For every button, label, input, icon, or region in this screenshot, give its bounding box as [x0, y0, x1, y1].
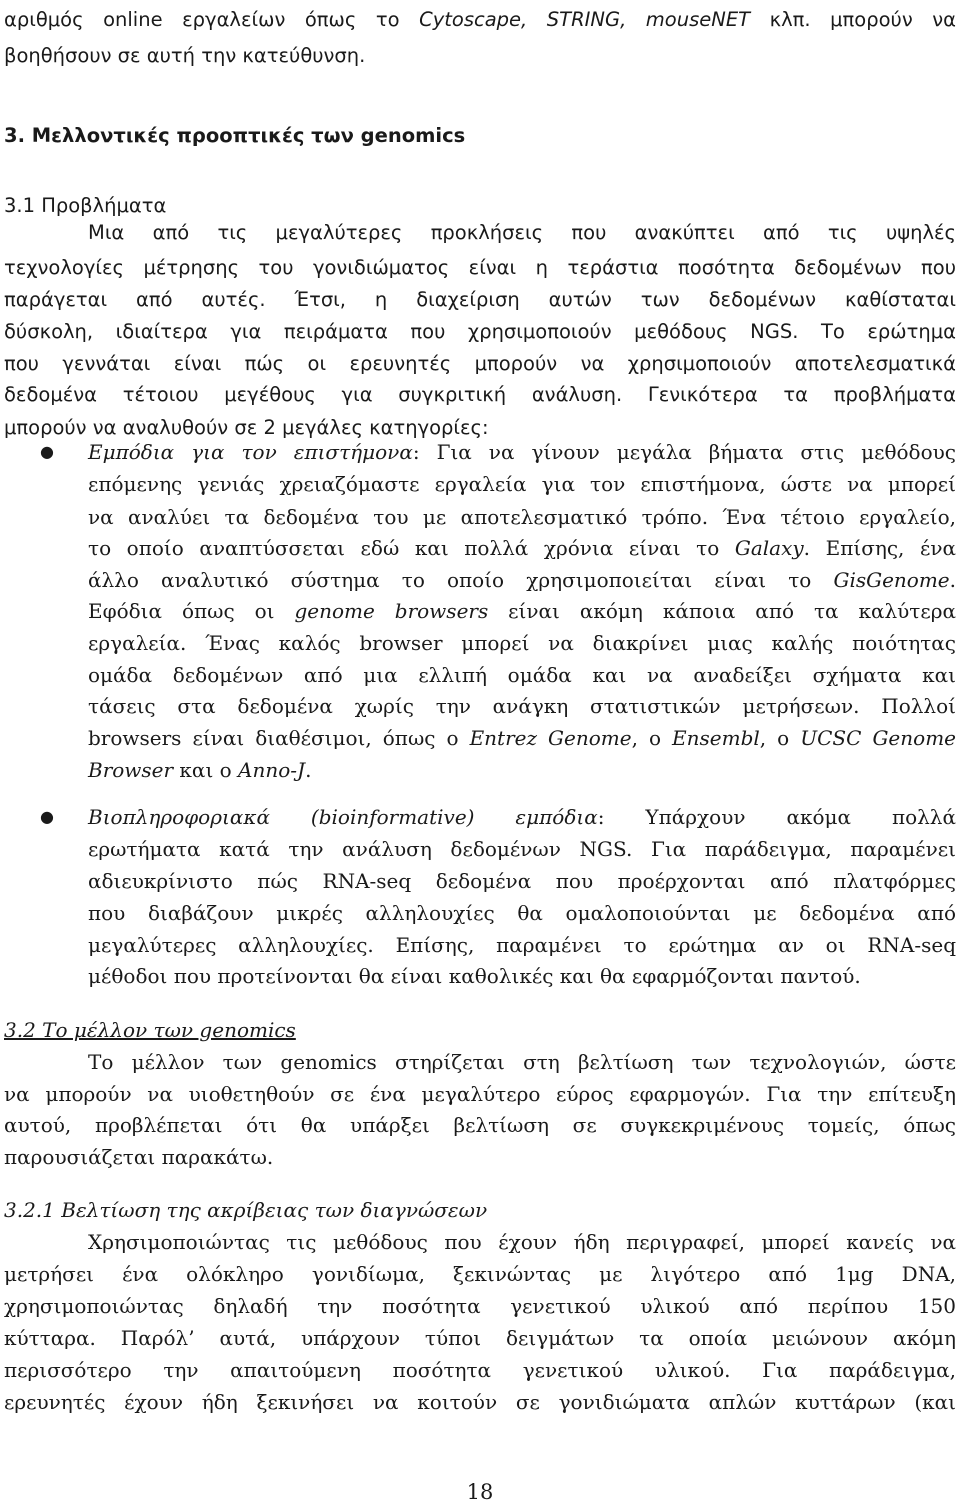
intro-line-1: αριθμός online εργαλείων όπως το Cytoscape, STRING, mouseNET κλπ. μπορούν να: [4, 8, 957, 31]
paragraph-line: Το μέλλον των genomics στηρίζεται στη βελτίωση των τεχνολογιών, ώστε: [88, 1050, 956, 1074]
bullet-line: αδιευκρίνιστο πώς RNA-seq δεδομένα που προέρχονται από πλατφόρμες: [88, 869, 956, 893]
paragraph-line: που γεννάται είναι πώς οι ερευνητές μπορούν να χρησιμοποιούν αποτελεσματικά: [4, 352, 956, 375]
bullet-item-scientist: ● Εμπόδια για τον επιστήμονα: Για να γίνουν μεγάλα βήματα στις μεθόδους: [4, 434, 956, 470]
section-3-1-heading: 3.1 Προβλήματα: [4, 194, 167, 217]
bullet-icon: ●: [40, 807, 54, 826]
bullet-line: Εφόδια όπως οι genome browsers είναι ακόμη κάποια από τα καλύτερα: [88, 599, 956, 623]
bullet-line: browsers είναι διαθέσιμοι, όπως ο Entrez Genome, ο Ensembl, ο UCSC Genome: [88, 726, 956, 750]
paragraph-line: μετρήσει ένα ολόκληρο γονιδίωμα, ξεκινώντας με λιγότερο από 1μg DNA,: [4, 1262, 956, 1286]
bullet-line: μεγαλύτερες αλληλουχίες. Επίσης, παραμένει το ερώτημα αν οι RNA-seq: [88, 933, 956, 957]
section-3-2-1-heading: 3.2.1 Βελτίωση της ακρίβειας των διαγνώσεων: [4, 1198, 488, 1222]
paragraph-line: κύτταρα. Παρόλ’ αυτά, υπάρχουν τύποι δειγμάτων τα οποία μειώνουν ακόμη: [4, 1326, 956, 1350]
bullet-item-bioinformatic: ● Βιοπληροφοριακά (bioinformative) εμπόδια: Υπάρχουν ακόμα πολλά: [4, 799, 956, 835]
paragraph-line: δύσκολη, ιδιαίτερα για πειράματα που χρησιμοποιούν μεθόδους NGS. Το ερώτημα: [4, 320, 956, 343]
paragraph-line: δεδομένα τέτοιου μεγέθους για συγκριτική ανάλυση. Γενικότερα τα προβλήματα: [4, 383, 956, 406]
section-3-2-heading: 3.2 Το μέλλον των genomics: [4, 1018, 296, 1042]
bullet-line: να αναλύει τα δεδομένα του με αποτελεσματικό τρόπο. Ένα τέτοιο εργαλείο,: [88, 505, 956, 529]
bullet-icon: ●: [40, 442, 54, 461]
paragraph-line: παράγεται από αυτές. Έτσι, η διαχείριση αυτών των δεδομένων καθίσταται: [4, 288, 956, 311]
bullet-line: ερωτήματα κατά την ανάλυση δεδομένων NGS. Για παράδειγμα, παραμένει: [88, 837, 956, 861]
bullet-line: που διαβάζουν μικρές αλληλουχίες θα ομαλοποιούνται με δεδομένα από: [88, 901, 956, 925]
bullet-line: επόμενης γενιάς χρειαζόμαστε εργαλεία για τον επιστήμονα, ώστε να μπορεί: [88, 472, 956, 496]
bullet-line: μέθοδοι που προτείνονται θα είναι καθολικές και θα εφαρμόζονται παντού.: [88, 964, 861, 988]
paragraph-line: να μπορούν να υιοθετηθούν σε ένα μεγαλύτερο εύρος εφαρμογών. Για την επίτευξη: [4, 1082, 956, 1106]
paragraph-line: Μια από τις μεγαλύτερες προκλήσεις που ανακύπτει από τις υψηλές: [88, 221, 956, 244]
paragraph-line: τεχνολογίες μέτρησης του γονιδιώματος είναι η τεράστια ποσότητα δεδομένων που: [4, 256, 956, 279]
bullet-line: τάσεις στα δεδομένα χωρίς την ανάγκη στατιστικών μετρήσεων. Πολλοί: [88, 694, 956, 718]
bullet-line: Browser και ο Anno-J.: [88, 758, 312, 782]
page-number: 18: [466, 1480, 494, 1504]
paragraph-line: Χρησιμοποιώντας τις μεθόδους που έχουν ήδη περιγραφεί, μπορεί κανείς να: [88, 1230, 956, 1254]
section-3-title: 3. Μελλοντικές προοπτικές των genomics: [4, 124, 466, 147]
paragraph-line: παρουσιάζεται παρακάτω.: [4, 1145, 274, 1169]
paragraph-line: περισσότερο την απαιτούμενη ποσότητα γενετικού υλικού. Για παράδειγμα,: [4, 1358, 956, 1382]
paragraph-line: χρησιμοποιώντας δηλαδή την ποσότητα γενετικού υλικού από περίπου 150: [4, 1294, 956, 1318]
paragraph-line: μπορούν να αναλυθούν σε 2 μεγάλες κατηγορίες:: [4, 416, 489, 439]
bullet-line: εργαλεία. Ένας καλός browser μπορεί να διακρίνει μιας καλής ποιότητας: [88, 631, 956, 655]
bullet-line: ομάδα δεδομένων από μια ελλιπή ομάδα και να αναδείξει σχήματα και: [88, 663, 956, 687]
paragraph-line: ερευνητές έχουν ήδη ξεκινήσει να κοιτούν σε γονιδιώματα απλών κυττάρων (και: [4, 1390, 956, 1414]
bullet-line: το οποίο αναπτύσσεται εδώ και πολλά χρόνια είναι το Galaxy. Επίσης, ένα: [88, 536, 956, 560]
paragraph-line: αυτού, προβλέπεται ότι θα υπάρξει βελτίωση σε συγκεκριμένους τομείς, όπως: [4, 1113, 956, 1137]
intro-line-2: βοηθήσουν σε αυτή την κατεύθυνση.: [4, 44, 366, 67]
bullet-line: άλλο αναλυτικό σύστημα το οποίο χρησιμοποιείται είναι το GisGenome.: [88, 568, 956, 592]
